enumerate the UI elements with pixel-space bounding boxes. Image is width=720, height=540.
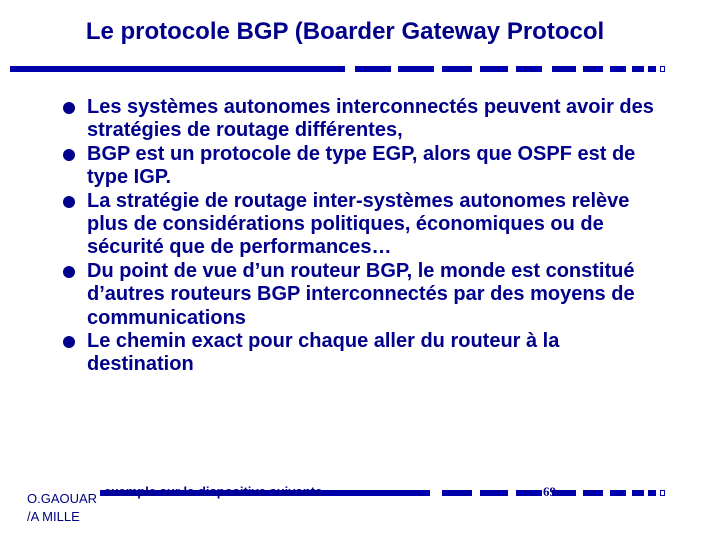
bullet-text: Du point de vue d’un routeur BGP, le monde est constitué d’autres routeurs BGP interconnectés par des moyens de communications [87,259,635,329]
author-line-2: /A MILLE [27,509,80,524]
bullet-dot-icon [63,102,75,114]
bullet-dot-icon [63,266,75,278]
bullet-text: BGP est un protocole de type EGP, alors que OSPF est de type IGP. [87,142,636,189]
page-number: 69 [543,484,556,499]
bullet-item [60,190,660,260]
title-divider [10,66,670,72]
bullet-item [60,330,660,377]
footer-note: exemple sur la dispositive suivante [104,484,323,499]
bullet-dot-icon [63,149,75,161]
bullet-text: Le chemin exact pour chaque aller du routeur à la destination [87,330,560,376]
bullet-item [60,96,660,143]
bullet-item [60,143,660,190]
footer-author [27,490,97,526]
bullet-dot-icon [63,196,75,208]
bullet-text: Les systèmes autonomes interconnectés peuvent avoir des stratégies de routage différentes, [87,96,654,142]
slide-title: Le protocole BGP (Boarder Gateway Protocol [85,18,605,45]
bullet-list [60,96,660,377]
bullet-text: La stratégie de routage inter-systèmes autonomes relève plus de considérations politiques, économiques ou de sécurité que de performances… [87,189,630,259]
author-line-1: O.GAOUAR [27,491,98,506]
bullet-item [60,260,660,330]
bullet-dot-icon [63,336,75,348]
